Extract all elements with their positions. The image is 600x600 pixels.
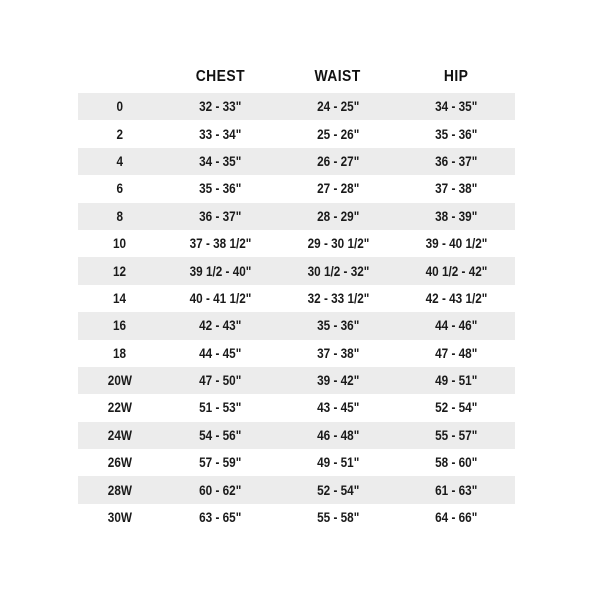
cell-text: 35 - 36": [316, 318, 360, 334]
chest-cell: [161, 476, 279, 503]
table-row: [78, 394, 515, 421]
cell-text: 42 - 43 1/2": [425, 290, 487, 306]
hip-cell: [397, 175, 515, 202]
cell-text: 36 - 37": [198, 208, 242, 224]
size-cell: [78, 449, 161, 476]
chest-cell: [161, 148, 279, 175]
table-body: [78, 93, 515, 531]
hip-cell: [397, 422, 515, 449]
cell-text: 63 - 65": [198, 510, 242, 526]
table-row: [78, 367, 515, 394]
chest-cell: [161, 394, 279, 421]
cell-text: 34 - 35": [198, 153, 242, 169]
cell-text: 26 - 27": [316, 153, 360, 169]
chest-cell: [161, 312, 279, 339]
hip-cell: [397, 148, 515, 175]
cell-text: 10: [112, 236, 127, 252]
cell-text: 54 - 56": [198, 427, 242, 443]
header-row: [78, 60, 515, 93]
header-size: [78, 60, 161, 93]
cell-text: 29 - 30 1/2": [307, 236, 369, 252]
cell-text: 20W: [107, 373, 132, 389]
cell-text: 12: [112, 263, 127, 279]
cell-text: 28W: [107, 482, 132, 498]
cell-text: 35 - 36": [198, 181, 242, 197]
size-cell: [78, 257, 161, 284]
waist-cell: [279, 367, 397, 394]
size-cell: [78, 312, 161, 339]
cell-text: 64 - 66": [434, 510, 478, 526]
hip-cell: [397, 449, 515, 476]
cell-text: 6: [116, 181, 123, 197]
cell-text: 60 - 62": [198, 482, 242, 498]
chest-cell: [161, 120, 279, 147]
cell-text: 38 - 39": [434, 208, 478, 224]
hip-cell: [397, 120, 515, 147]
table-row: [78, 93, 515, 120]
hip-cell: [397, 504, 515, 531]
table-row: [78, 504, 515, 531]
waist-cell: [279, 422, 397, 449]
hip-cell: [397, 203, 515, 230]
table-row: [78, 312, 515, 339]
cell-text: 28 - 29": [316, 208, 360, 224]
cell-text: 49 - 51": [434, 373, 478, 389]
waist-cell: [279, 175, 397, 202]
cell-text: 24 - 25": [316, 99, 360, 115]
table-row: [78, 175, 515, 202]
header-waist-label: WAIST: [314, 67, 362, 85]
cell-text: 32 - 33 1/2": [307, 290, 369, 306]
cell-text: 37 - 38": [434, 181, 478, 197]
waist-cell: [279, 340, 397, 367]
table-row: [78, 476, 515, 503]
waist-cell: [279, 120, 397, 147]
cell-text: 43 - 45": [316, 400, 360, 416]
waist-cell: [279, 257, 397, 284]
chest-cell: [161, 175, 279, 202]
waist-cell: [279, 476, 397, 503]
table-row: [78, 285, 515, 312]
size-cell: [78, 203, 161, 230]
hip-cell: [397, 230, 515, 257]
chest-cell: [161, 285, 279, 312]
cell-text: 30 1/2 - 32": [307, 263, 369, 279]
chest-cell: [161, 93, 279, 120]
hip-cell: [397, 93, 515, 120]
size-cell: [78, 504, 161, 531]
cell-text: 44 - 45": [198, 345, 242, 361]
cell-text: 0: [116, 99, 123, 115]
header-hip: [397, 60, 515, 93]
cell-text: 52 - 54": [316, 482, 360, 498]
cell-text: 30W: [107, 510, 132, 526]
table-row: [78, 120, 515, 147]
cell-text: 37 - 38": [316, 345, 360, 361]
table-row: [78, 422, 515, 449]
size-cell: [78, 367, 161, 394]
waist-cell: [279, 394, 397, 421]
cell-text: 55 - 57": [434, 427, 478, 443]
cell-text: 55 - 58": [316, 510, 360, 526]
waist-cell: [279, 148, 397, 175]
table-row: [78, 449, 515, 476]
hip-cell: [397, 394, 515, 421]
cell-text: 39 - 42": [316, 373, 360, 389]
cell-text: 4: [116, 153, 123, 169]
table-row: [78, 203, 515, 230]
hip-cell: [397, 340, 515, 367]
chest-cell: [161, 422, 279, 449]
header-chest: [161, 60, 279, 93]
size-cell: [78, 340, 161, 367]
size-cell: [78, 175, 161, 202]
waist-cell: [279, 203, 397, 230]
cell-text: 39 1/2 - 40": [189, 263, 251, 279]
chest-cell: [161, 340, 279, 367]
cell-text: 36 - 37": [434, 153, 478, 169]
cell-text: 47 - 50": [198, 373, 242, 389]
cell-text: 14: [112, 290, 127, 306]
waist-cell: [279, 230, 397, 257]
cell-text: 39 - 40 1/2": [425, 236, 487, 252]
table-row: [78, 340, 515, 367]
cell-text: 33 - 34": [198, 126, 242, 142]
cell-text: 52 - 54": [434, 400, 478, 416]
cell-text: 49 - 51": [316, 455, 360, 471]
waist-cell: [279, 504, 397, 531]
table-row: [78, 230, 515, 257]
cell-text: 18: [112, 345, 127, 361]
size-cell: [78, 422, 161, 449]
header-chest-label: CHEST: [195, 67, 245, 85]
size-cell: [78, 476, 161, 503]
size-cell: [78, 120, 161, 147]
chest-cell: [161, 257, 279, 284]
cell-text: 35 - 36": [434, 126, 478, 142]
hip-cell: [397, 312, 515, 339]
size-chart-table: [78, 60, 515, 531]
chest-cell: [161, 203, 279, 230]
cell-text: 34 - 35": [434, 99, 478, 115]
cell-text: 2: [116, 126, 123, 142]
chest-cell: [161, 367, 279, 394]
cell-text: 16: [112, 318, 127, 334]
cell-text: 40 1/2 - 42": [425, 263, 487, 279]
cell-text: 25 - 26": [316, 126, 360, 142]
hip-cell: [397, 257, 515, 284]
chest-cell: [161, 230, 279, 257]
cell-text: 57 - 59": [198, 455, 242, 471]
hip-cell: [397, 476, 515, 503]
hip-cell: [397, 367, 515, 394]
cell-text: 46 - 48": [316, 427, 360, 443]
size-cell: [78, 148, 161, 175]
table-row: [78, 148, 515, 175]
cell-text: 61 - 63": [434, 482, 478, 498]
waist-cell: [279, 312, 397, 339]
cell-text: 26W: [107, 455, 132, 471]
table-row: [78, 257, 515, 284]
waist-cell: [279, 449, 397, 476]
chest-cell: [161, 449, 279, 476]
cell-text: 37 - 38 1/2": [189, 236, 251, 252]
waist-cell: [279, 285, 397, 312]
cell-text: 47 - 48": [434, 345, 478, 361]
size-cell: [78, 93, 161, 120]
cell-text: 8: [116, 208, 123, 224]
header-hip-label: HIP: [443, 67, 469, 85]
hip-cell: [397, 285, 515, 312]
cell-text: 27 - 28": [316, 181, 360, 197]
table-header: [78, 60, 515, 93]
size-cell: [78, 394, 161, 421]
header-waist: [279, 60, 397, 93]
cell-text: 22W: [107, 400, 132, 416]
cell-text: 51 - 53": [198, 400, 242, 416]
cell-text: 42 - 43": [198, 318, 242, 334]
chest-cell: [161, 504, 279, 531]
cell-text: 44 - 46": [434, 318, 478, 334]
size-chart-container: [78, 60, 515, 531]
cell-text: 40 - 41 1/2": [189, 290, 251, 306]
cell-text: 24W: [107, 427, 132, 443]
size-cell: [78, 285, 161, 312]
cell-text: 32 - 33": [198, 99, 242, 115]
waist-cell: [279, 93, 397, 120]
size-cell: [78, 230, 161, 257]
cell-text: 58 - 60": [434, 455, 478, 471]
